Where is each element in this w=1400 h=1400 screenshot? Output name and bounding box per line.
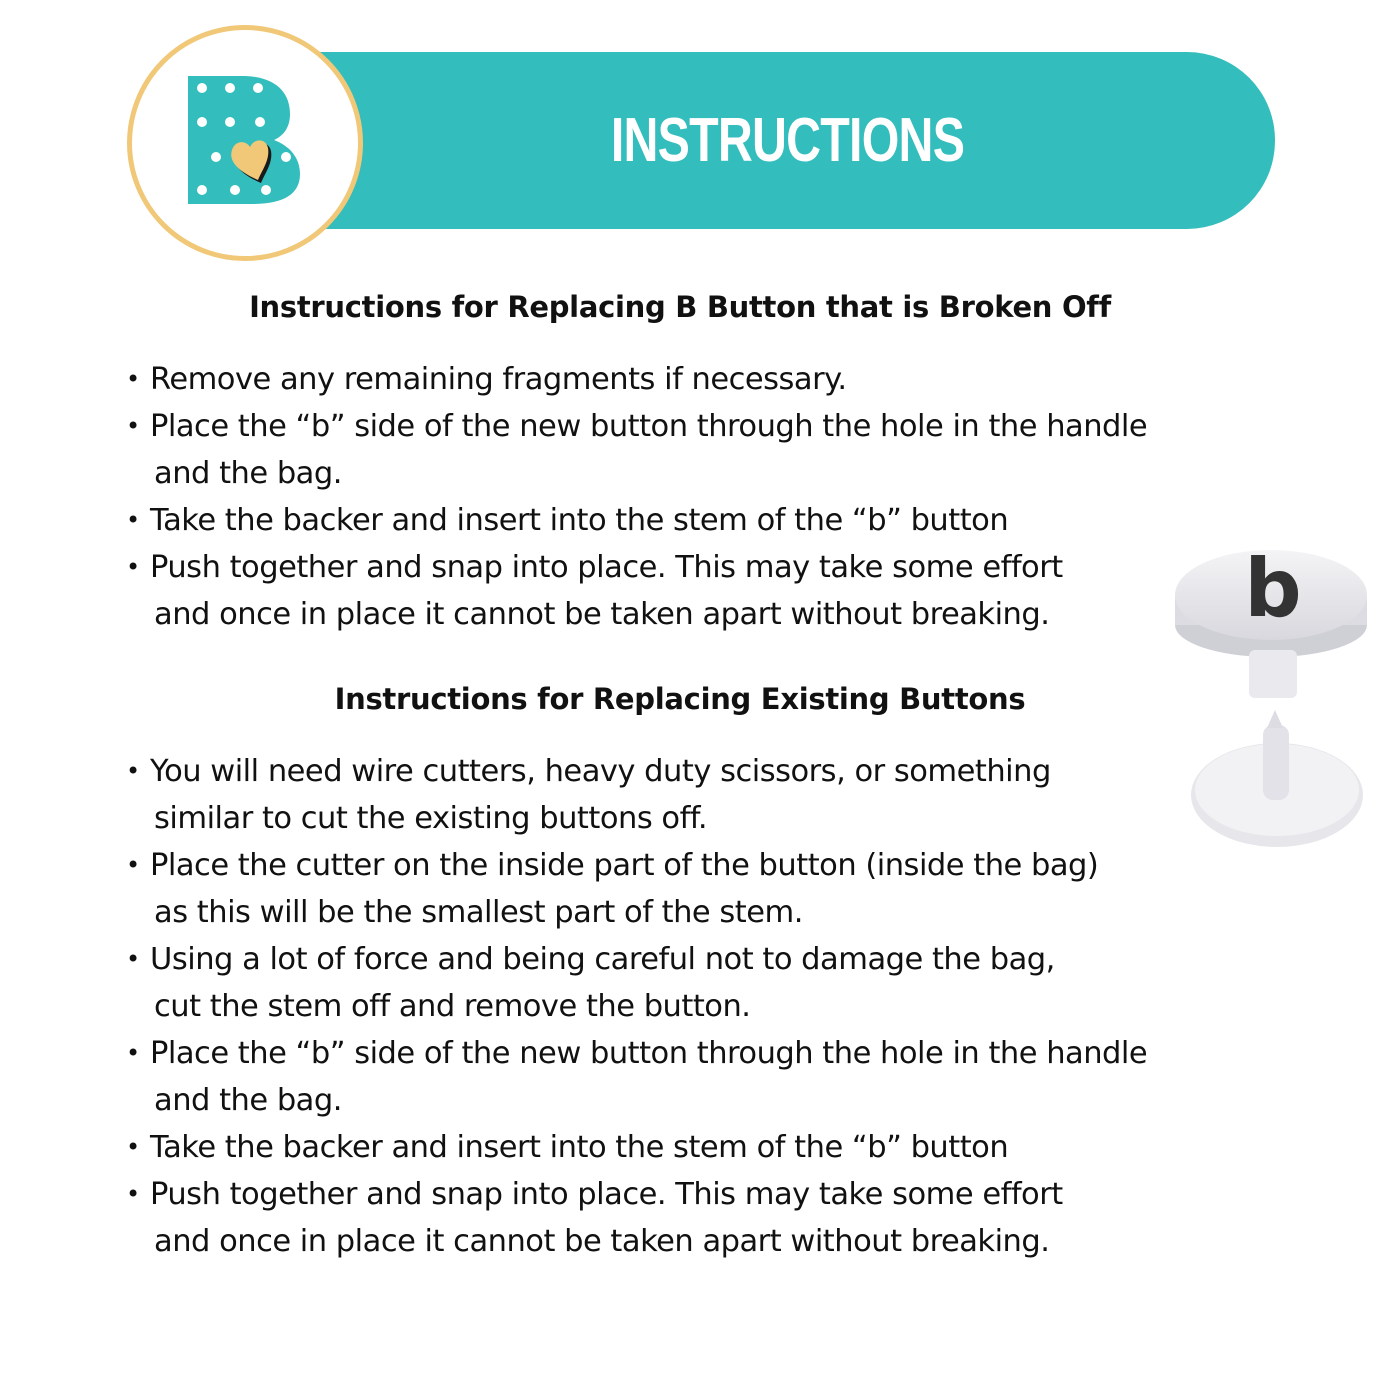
bullet: • [126, 945, 140, 973]
list-item-text-continued: and once in place it cannot be taken apart without breaking. [154, 1224, 1050, 1259]
list-item-text-continued: as this will be the smallest part of the stem. [154, 895, 803, 930]
list-item [126, 403, 1147, 497]
instructions-list-existing-buttons [126, 748, 1147, 1265]
list-item-text: Take the backer and insert into the stem of the “b” button [150, 503, 1009, 538]
list-item [126, 936, 1147, 1030]
list-item [126, 1171, 1147, 1265]
list-item-text-continued: and the bag. [154, 1083, 342, 1118]
list-item-text: Push together and snap into place. This may take some effort [150, 550, 1063, 585]
bullet: • [126, 412, 140, 440]
bullet: • [126, 1180, 140, 1208]
list-item [126, 1124, 1147, 1171]
list-item [126, 497, 1147, 544]
bullet: • [126, 365, 140, 393]
list-item-text-continued: cut the stem off and remove the button. [154, 989, 751, 1024]
bullet: • [126, 757, 140, 785]
bullet: • [126, 506, 140, 534]
page-title: INSTRUCTIONS [610, 106, 965, 175]
list-item-text-continued: similar to cut the existing buttons off. [154, 801, 708, 836]
bullet: • [126, 553, 140, 581]
instructions-list-broken-off [126, 356, 1147, 638]
list-item-text: Remove any remaining fragments if necessary. [150, 362, 847, 397]
list-item-text: Place the “b” side of the new button through the hole in the handle [150, 409, 1148, 444]
replacement-button-image [1165, 550, 1375, 850]
bullet: • [126, 1133, 140, 1161]
list-item-text: Place the cutter on the inside part of the button (inside the bag) [150, 848, 1099, 883]
button-letter: b [1244, 550, 1302, 635]
list-item-text-continued: and the bag. [154, 456, 342, 491]
list-item [126, 356, 1147, 403]
list-item [126, 842, 1147, 936]
list-item [126, 1030, 1147, 1124]
list-item [126, 544, 1147, 638]
bullet: • [126, 1039, 140, 1067]
list-item-text: Place the “b” side of the new button through the hole in the handle [150, 1036, 1148, 1071]
brand-logo [180, 72, 305, 207]
list-item-text-continued: and once in place it cannot be taken apart without breaking. [154, 597, 1050, 632]
section-heading-broken-off: Instructions for Replacing B Button that is Broken Off [249, 290, 1111, 324]
list-item-text: Take the backer and insert into the stem of the “b” button [150, 1130, 1009, 1165]
section-heading-existing-buttons: Instructions for Replacing Existing Buttons [334, 682, 1026, 716]
bullet: • [126, 851, 140, 879]
list-item [126, 748, 1147, 842]
list-item-text: Push together and snap into place. This may take some effort [150, 1177, 1063, 1212]
list-item-text: You will need wire cutters, heavy duty scissors, or something [150, 754, 1051, 789]
list-item-text: Using a lot of force and being careful not to damage the bag, [150, 942, 1055, 977]
